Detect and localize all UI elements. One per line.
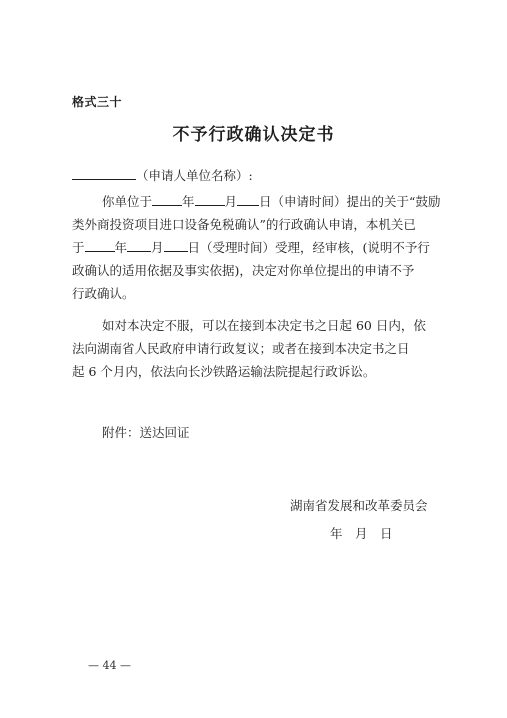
document-title: 不予行政确认决定书 [172, 125, 335, 145]
page-number: — 44 — [88, 659, 131, 672]
para1-text: 月 [151, 240, 164, 255]
para1-text: 年 [114, 240, 128, 255]
year-blank [85, 240, 115, 252]
para1-text: 日（受理时间）受理，经审核，(说明不予行 [187, 240, 430, 255]
para1-text: 日（申请时间）提出的关于“鼓励 [259, 194, 441, 209]
month-blank [127, 240, 151, 252]
applicant-name-blank [72, 168, 136, 180]
day-blank [237, 194, 259, 206]
para1-line2: 类外商投资项目进口设备免税确认”的行政确认申请，本机关已 [72, 217, 416, 232]
para1-line1 [102, 194, 440, 210]
month-blank [195, 194, 225, 206]
format-label: 格式三十 [72, 95, 123, 109]
year-blank [152, 194, 182, 206]
para2-line2: 法向湖南省人民政府申请行政复议；或者在接到本决定书之日 [72, 341, 410, 356]
para2-line3: 起 6 个月内，依法向长沙铁路运输法院提起行政诉讼。 [72, 364, 376, 379]
attachment-line: 附件：送达回证 [102, 425, 190, 440]
para1-line3 [72, 240, 430, 256]
issuer-name: 湖南省发展和改革委员会 [290, 498, 428, 513]
addressee-line [72, 168, 253, 184]
para1-text: 于 [72, 240, 85, 255]
para1-text: 年 [182, 194, 195, 209]
issue-date: 年 月 日 [330, 526, 393, 541]
para1-text: 月 [224, 194, 238, 209]
para1-line4: 政确认的适用依据及事实依据)，决定对你单位提出的申请不予 [72, 263, 415, 278]
para1-text: 你单位于 [102, 194, 153, 209]
para1-line5: 行政确认。 [72, 286, 135, 301]
day-blank [164, 240, 188, 252]
addressee-suffix: （申请人单位名称）: [136, 168, 253, 183]
para2-line1: 如对本决定不服，可以在接到本决定书之日起 60 日内，依 [102, 318, 426, 333]
